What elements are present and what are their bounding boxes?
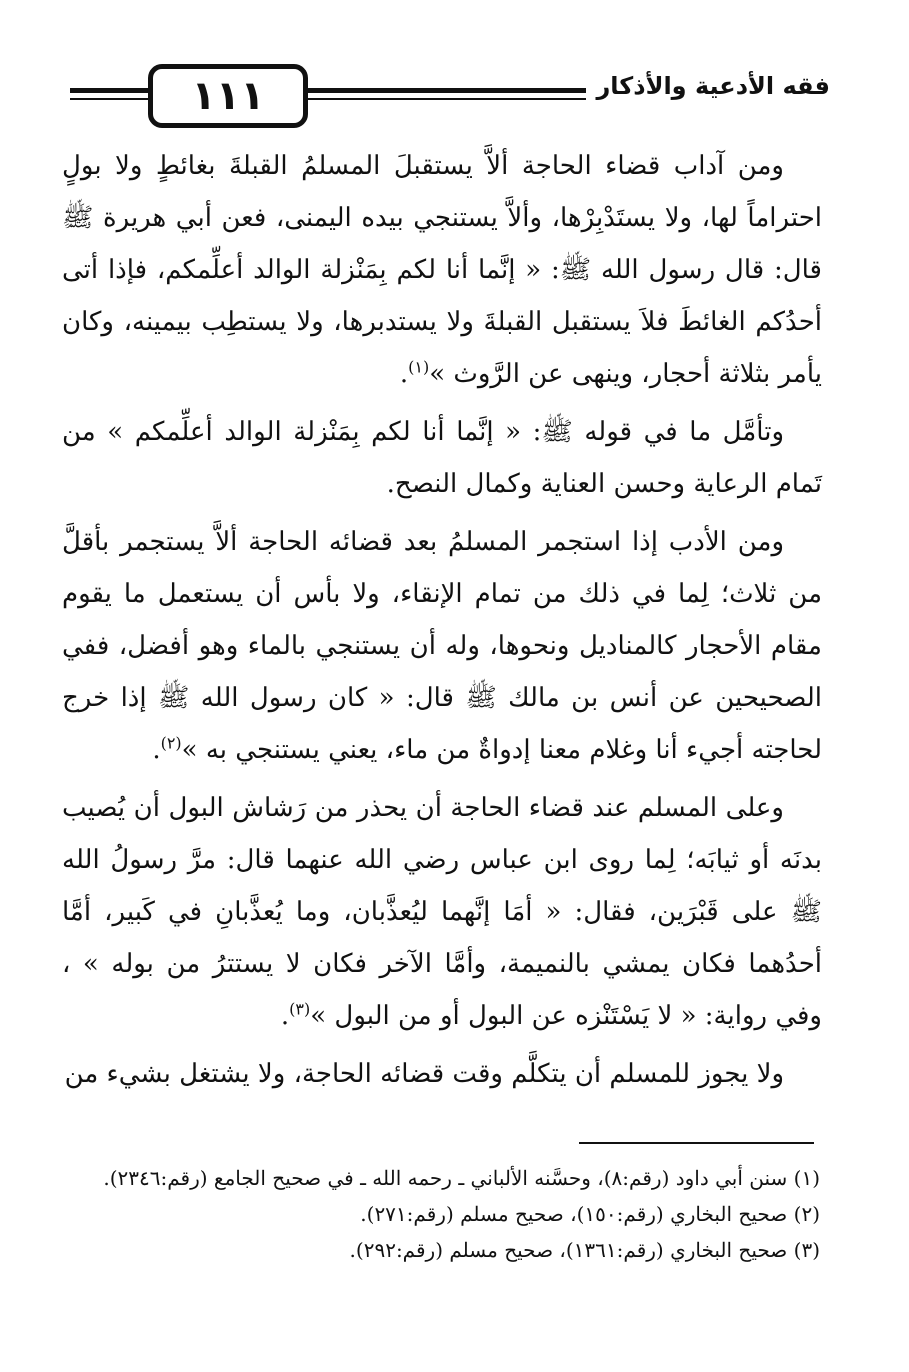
paragraph-text: ومن الأدب إذا استجمر المسلمُ بعد قضائه الحاجة ألاَّ يستجمر بأقلَّ من ثلاث؛ لِما في ذلك من تمام الإنقاء، ولا بأس أن يستعمل ما يقوم مقام الأحجار كالمناديل ونحوها، وله أن يستنجي بالماء وهو أفضل، ففي الصحيحين عن أنس بن مالك ﷺ قال: « كان رسول الله ﷺ إذا خرج لحاجته أجيء أنا وغلام معنا إدواةٌ من ماء، يعني يستنجي به » <box>62 527 822 765</box>
paragraph-5 <box>62 1048 822 1100</box>
footnote-ref: (١) <box>408 357 430 377</box>
paragraph-3 <box>62 516 822 776</box>
footnote-ref: (٢) <box>160 733 182 753</box>
paragraph-end: . <box>152 735 161 765</box>
book-title: فقه الأدعية والأذكار <box>586 72 830 100</box>
paragraph-end: . <box>280 1001 290 1031</box>
footnote-1: (١) سنن أبي داود (رقم:٨)، وحسَّنه الألباني ـ رحمه الله ـ في صحيح الجامع (رقم:٢٣٤٦). <box>103 1166 820 1190</box>
footnote-3: (٣) صحيح البخاري (رقم:١٣٦١)، صحيح مسلم (رقم:٢٩٢). <box>349 1238 820 1262</box>
footnote-ref: (٣) <box>289 999 311 1019</box>
paragraph-text: ولا يجوز للمسلم أن يتكلَّم وقت قضائه الحاجة، ولا يشتغل بشيء من <box>64 1059 784 1089</box>
paragraph-1 <box>62 140 822 400</box>
body-text <box>62 140 822 1106</box>
paragraph-text: وعلى المسلم عند قضاء الحاجة أن يحذر من رَشاش البول أن يُصيب بدنَه أو ثيابَه؛ لِما روى ابن عباس رضي الله عنهما قال: مرَّ رسولُ الله ﷺ على قَبْرَين، فقال: « أمَا إنَّهما ليُعذَّبان، وما يُعذَّبانِ في كَبير، أمَّا أحدُهما فكان يمشي بالنميمة، وأمَّا الآخر فكان لا يستترُ من بوله » ، وفي رواية: « لا يَسْتَنْزه عن البول أو من البول » <box>62 793 822 1031</box>
page-header <box>70 58 830 128</box>
paragraph-end: . <box>399 359 409 389</box>
footnotes <box>90 1160 820 1268</box>
paragraph-4 <box>62 782 822 1042</box>
footnote-2: (٢) صحيح البخاري (رقم:١٥٠)، صحيح مسلم (رقم:٢٧١). <box>360 1202 820 1226</box>
page-number: ١١١ <box>148 64 308 128</box>
footnote-divider <box>579 1142 814 1144</box>
paragraph-text: ومن آداب قضاء الحاجة ألاَّ يستقبلَ المسلمُ القبلةَ بغائطٍ ولا بولٍ احتراماً لها، ولا يستَدْبِرْها، وألاَّ يستنجي بيده اليمنى، فعن أبي هريرة ﷺ قال: قال رسول الله ﷺ: « إنَّما أنا لكم بِمَنْزلة الوالد أعلِّمكم، فإذا أتى أحدُكم الغائطَ فلاَ يستقبل القبلةَ ولا يستدبرها، ولا يستطِب بيمينه، وكان يأمر بثلاثة أحجار، وينهى عن الرَّوث » <box>62 151 822 389</box>
paragraph-2 <box>62 406 822 510</box>
paragraph-text: وتأمَّل ما في قوله ﷺ: « إنَّما أنا لكم بِمَنْزلة الوالد أعلِّمكم » من تَمام الرعاية وحسن العناية وكمال النصح. <box>62 417 822 499</box>
